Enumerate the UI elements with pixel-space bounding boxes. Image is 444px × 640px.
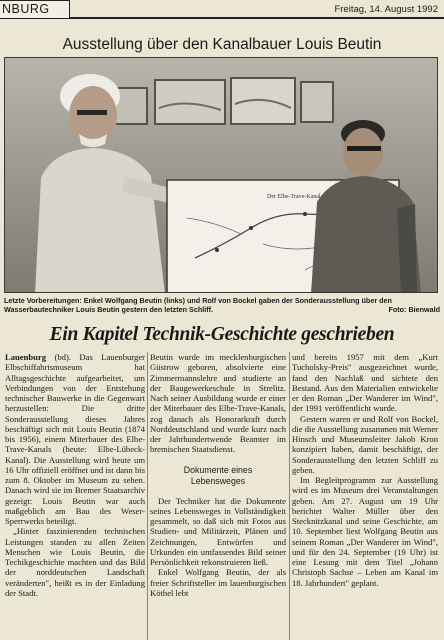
caption-text: Letzte Vorbereitungen: Enkel Wolfgang Beutin (links) und Rolf von Bockel gaben der Sonderausstellung über den Wasserbautechniker Louis Beutin gestern den letzten Schliff. bbox=[4, 296, 392, 314]
article-column-3 bbox=[292, 352, 438, 588]
photo-illustration bbox=[5, 58, 438, 293]
subheading-line: Lebensweges bbox=[190, 475, 246, 486]
paragraph: und bereits 1957 mit dem „Kurt Tucholsky-Preis" ausgezeichnet wurde, fand den Nachlaß und sichtete den Bestand. Aus den Materialien entwickelte er den Roman „Der Wanderer im Wind", der 1991 veröffentlicht wurde. bbox=[292, 352, 438, 414]
paragraph: Der Techniker hat die Dokumente seines Lebensweges in Vollständigkeit gesammelt, so daß sich mit Fotos aus Studien- und Militärzeit, Plänen und Zeichnungen, Entwürfen und Urkunden ein umfassendes Bild seiner Persönlichkeit rekonstruieren ließ. bbox=[150, 495, 286, 567]
subheading bbox=[150, 465, 286, 487]
paragraph: Enkel Wolfgang Beutin, der als freier Schriftsteller im lauenburgischen Köthel lebt bbox=[150, 567, 286, 598]
subheading-line: Dokumente eines bbox=[183, 464, 253, 475]
paragraph: Im Begleitprogramm zur Ausstellung wird es im Museum drei Veranstaltungen geben. Am 27. August um 19 Uhr berichtet Walter Müller über den Stecknitzkanal und seine Geschichte, am 10. September liest Wolfgang Beutin aus seinem Roman „Der Wanderer im Wind", und für den 24. September (19 Uhr) ist eine Lesung mit dem Titel „Johann Christoph Sachse – Leben am Kanal im 18. Jahrhundert" geplant. bbox=[292, 475, 438, 588]
column-rule bbox=[289, 352, 290, 640]
paragraph-text: (bd). Das Lauenburger Elbschiffahrtsmuseum hat Alltagsgeschichte aufgearbeitet, um Verbindungen von der Entstehung technischer Bauwerke in die Gegenwart herzustellen: Die dritte Sonderausstellung dieses Jahres beschäftigt sich mit Louis Beutin (1874 bis 1956), einem Miterbauer des Elbe-Trave-Kanals (heute: Elbe-Lübeck-Kanal). Die Ausstellung wird heute um 16 Uhr offiziell eröffnet und ist dann bis zum 8. Oktober im Museum zu sehen. Danach wird sie im Bremer Staatsarchiv gezeigt: Louis Beutin war auch maßgeblich am Bau des Weser-Sperrwerks beteiligt. bbox=[5, 352, 145, 526]
photo-credit: Foto: Bienwald bbox=[388, 305, 440, 314]
column-rule bbox=[147, 352, 148, 640]
section-label: NBURG bbox=[0, 0, 70, 19]
dateline: Lauenburg bbox=[5, 352, 47, 362]
paragraph bbox=[5, 352, 145, 526]
header-rule bbox=[70, 17, 444, 19]
article-column-2 bbox=[150, 352, 286, 598]
paragraph: Gestern waren er und Rolf von Bockel, die die Ausstellung zusammen mit Werner Hinsch und Museumsleiter Jakob Kron konzipiert haben, damit beschäftigt, der Sonderausstellung den letzten Schliff zu geben. bbox=[292, 413, 438, 475]
headline: Ein Kapitel Technik-Geschichte geschrieben bbox=[49, 324, 395, 345]
map-title: Der Elbe-Trave-Kanal bbox=[267, 194, 321, 200]
paragraph: „Hinter faszinierenden technischen Leistungen standen zu allen Zeiten Menschen wie Louis Beutin, die Techikgeschichte machten und das Bild der norddeutschen Landschaft veränderten", heißt es in der Einladung der Stadt. bbox=[5, 526, 145, 598]
issue-date: Freitag, 14. August 1992 bbox=[334, 4, 438, 15]
paragraph: Beutin wurde im mecklenburgischen Güstrow geboren, absolvierte eine Zimmermannslehre und studierte an der Baugewerkeschule in Strelitz. Nach seiner Ausbildung wurde er einer der Miterbauer des Elbe-Trave-Kanals, zog danach als Honorarkraft durch Norddeutschland und wurde kurz nach der Jahrhundertwende Beamter im bremischen Staatsdienst. bbox=[150, 352, 286, 455]
article-photo bbox=[4, 57, 438, 293]
photo-caption bbox=[4, 296, 440, 314]
article-column-1 bbox=[5, 352, 145, 598]
article-kicker-title: Ausstellung über den Kanalbauer Louis Beutin bbox=[62, 36, 382, 53]
